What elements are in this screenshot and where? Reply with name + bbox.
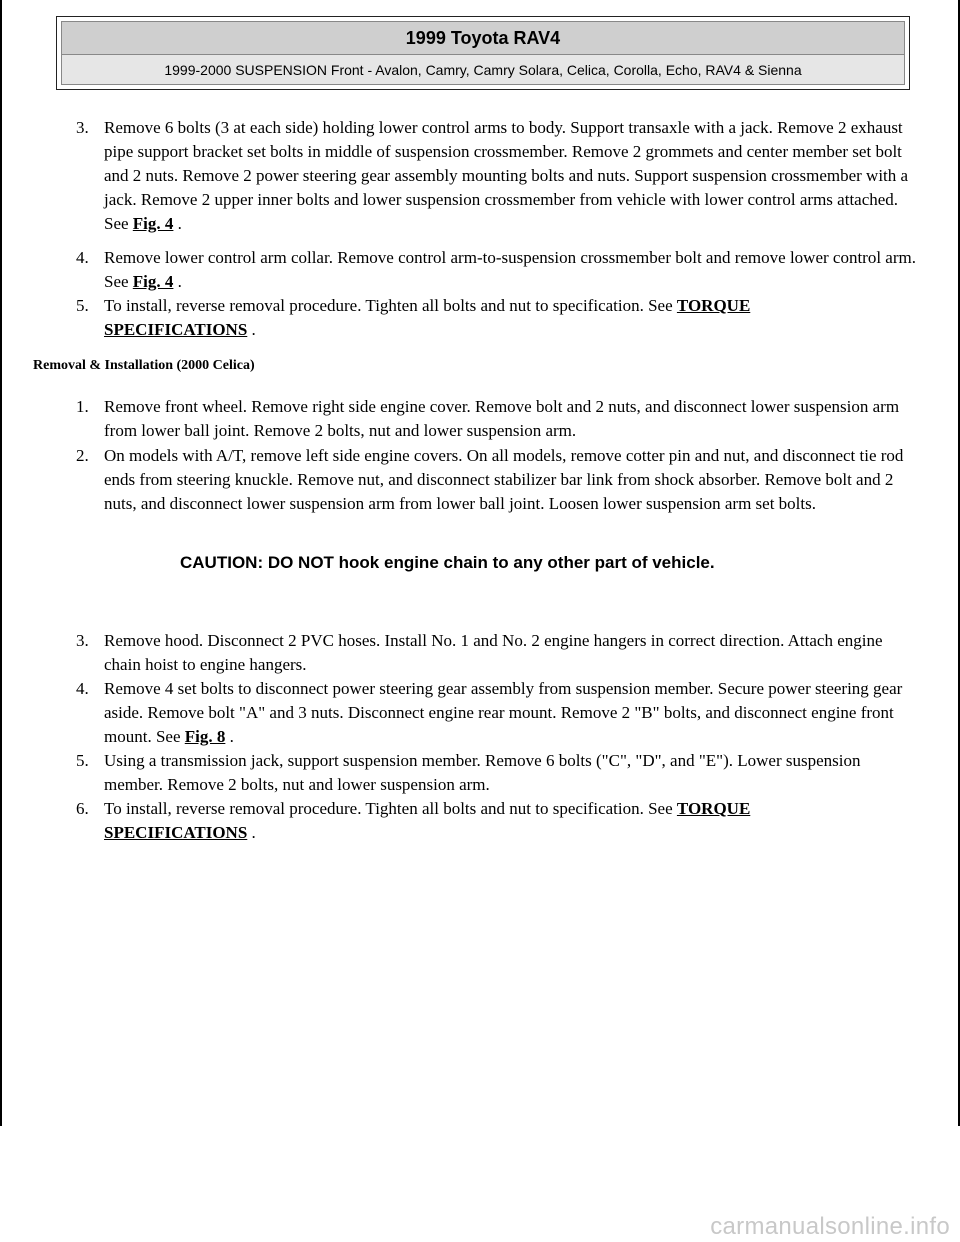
- step-number: 5.: [76, 296, 89, 315]
- list-item: [76, 749, 916, 797]
- step-text: To install, reverse removal procedure. Tighten all bolts and nut to specification. See TORQUE SPECIFICATIONS .: [104, 296, 751, 339]
- list-item: [76, 116, 916, 236]
- step-number: 4.: [76, 248, 89, 267]
- step-text: On models with A/T, remove left side engine covers. On all models, remove cotter pin and nut, and disconnect tie rod ends from steering knuckle. Remove nut, and disconnect stabilizer bar link from shock absorber. Remove bolt and 2 nuts, and disconnect lower suspension arm from lower ball joint. Loosen lower suspension arm set bolts.: [104, 446, 904, 513]
- list-item: [76, 677, 916, 749]
- list-item: [76, 444, 916, 516]
- step-number: 1.: [76, 397, 89, 416]
- step-text: Using a transmission jack, support suspension member. Remove 6 bolts ("C", "D", and "E"). Lower suspension member. Remove 2 bolts, nut and lower suspension arm.: [104, 751, 861, 794]
- list-item: [76, 294, 916, 342]
- list-item: [76, 629, 916, 677]
- step-number: 3.: [76, 631, 89, 650]
- step-text: Remove hood. Disconnect 2 PVC hoses. Install No. 1 and No. 2 engine hangers in correct direction. Attach engine chain hoist to engine hangers.: [104, 631, 883, 674]
- fig-8-link[interactable]: Fig. 8: [184, 727, 226, 746]
- step-number: 2.: [76, 446, 89, 465]
- step-text: Remove front wheel. Remove right side engine cover. Remove bolt and 2 nuts, and disconnect lower suspension arm from lower ball joint. Remove 2 bolts, nut and lower suspension arm.: [104, 397, 900, 440]
- torque-specifications-link[interactable]: TORQUE SPECIFICATIONS: [104, 296, 751, 339]
- step-number: 4.: [76, 679, 89, 698]
- document-header: [56, 16, 910, 90]
- step-text: Remove lower control arm collar. Remove control arm-to-suspension crossmember bolt and remove lower control arm. See Fig. 4 .: [104, 248, 916, 291]
- torque-specifications-link[interactable]: TORQUE SPECIFICATIONS: [104, 799, 751, 842]
- caution-note: CAUTION: DO NOT hook engine chain to any other part of vehicle.: [180, 553, 715, 572]
- step-number: 6.: [76, 799, 89, 818]
- page-border-left: [0, 0, 2, 1126]
- step-number: 3.: [76, 118, 89, 137]
- step-text: To install, reverse removal procedure. Tighten all bolts and nut to specification. See TORQUE SPECIFICATIONS .: [104, 799, 751, 842]
- header-title: 1999 Toyota RAV4: [62, 22, 904, 55]
- list-item: [76, 395, 916, 443]
- list-item: [76, 797, 916, 845]
- watermark: carmanualsonline.info: [710, 1213, 950, 1240]
- step-text: Remove 4 set bolts to disconnect power steering gear assembly from suspension member. Secure power steering gear aside. Remove bolt "A" and 3 nuts. Disconnect engine rear mount. Remove 2 "B" bolts, and disconnect engine front mount. See Fig. 8 .: [104, 679, 903, 746]
- header-subtitle: 1999-2000 SUSPENSION Front - Avalon, Camry, Camry Solara, Celica, Corolla, Echo, RAV4 & Sienna: [62, 55, 904, 84]
- step-number: 5.: [76, 751, 89, 770]
- list-item: [76, 246, 916, 294]
- section-heading: Removal & Installation (2000 Celica): [33, 358, 255, 373]
- fig-4-link[interactable]: Fig. 4: [132, 272, 174, 291]
- header-frame: [61, 21, 905, 85]
- fig-4-link[interactable]: Fig. 4: [132, 214, 174, 233]
- step-text: Remove 6 bolts (3 at each side) holding lower control arms to body. Support transaxle with a jack. Remove 2 exhaust pipe support bracket set bolts in middle of suspension crossmember. Remove 2 grommets and center member set bolt and 2 nuts. Remove 2 power steering gear assembly mounting bolts and nuts. Support suspension crossmember with a jack. Remove 2 upper inner bolts and lower suspension crossmember from vehicle with lower control arms attached. See Fig. 4 .: [104, 118, 909, 233]
